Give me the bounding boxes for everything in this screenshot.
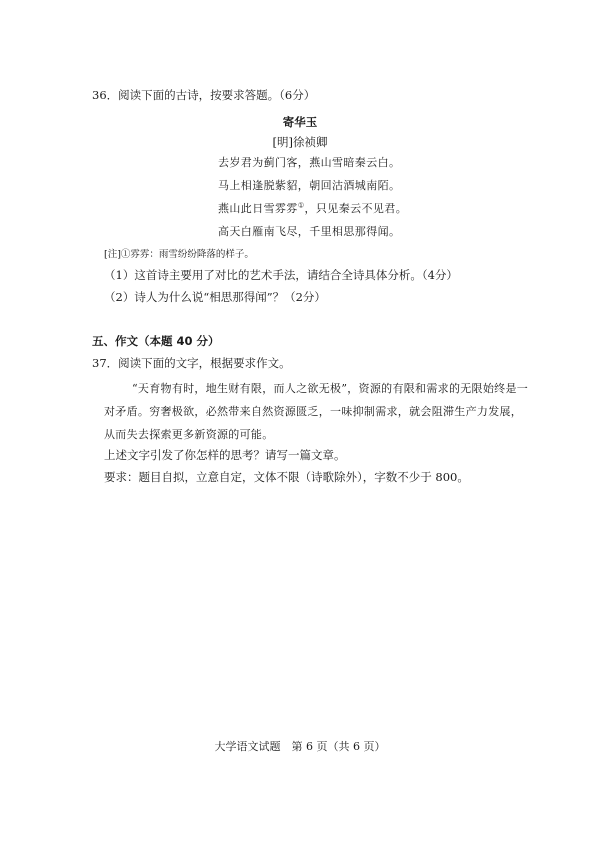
poem-title: 寄华玉 bbox=[282, 115, 318, 129]
poem-line-3-part-b: ，只见秦云不见君。 bbox=[304, 202, 408, 215]
question-37-heading: 37．阅读下面的文字，根据要求作文。 bbox=[92, 356, 291, 370]
quote-line-1: “天育物有时，地生财有限，而人之欲无极”，资源的有限和需求的无限始终是一 bbox=[132, 382, 529, 395]
poem-line-1: 去岁君为蓟门客，燕山雪暗秦云白。 bbox=[218, 156, 401, 169]
writing-requirements: 要求：题目自拟，立意自定，文体不限（诗歌除外），字数不少于 800。 bbox=[104, 470, 469, 484]
quote-line-2: 对矛盾。穷奢极欲，必然带来自然资源匮乏，一味抑制需求，就会阻滞生产力发展， bbox=[104, 405, 523, 418]
poem-footnote: [注]①雰雰：雨雪纷纷降落的样子。 bbox=[104, 249, 254, 260]
poem-line-3 bbox=[218, 201, 407, 217]
page-footer: 大学语文试题 第 6 页（共 6 页） bbox=[214, 740, 386, 753]
question-36-heading: 36．阅读下面的古诗，按要求答题。（6分） bbox=[92, 88, 316, 102]
poem-line-3-part-a: 燕山此日雪雰雰 bbox=[218, 202, 298, 215]
poem-line-2: 马上相逢脱紫貂，朝回沽酒城南陌。 bbox=[218, 179, 401, 192]
sub-question-1: （1）这首诗主要用了对比的艺术手法，请结合全诗具体分析。（4分） bbox=[104, 268, 458, 282]
writing-prompt: 上述文字引发了你怎样的思考？请写一篇文章。 bbox=[104, 448, 346, 462]
footnote-mark: ① bbox=[297, 201, 305, 210]
section-5-heading: 五、作文（本题 40 分） bbox=[92, 334, 220, 348]
sub-question-2: （2）诗人为什么说“相思那得闻”？（2分） bbox=[104, 290, 326, 304]
poem-author: [明]徐祯卿 bbox=[272, 135, 328, 149]
poem-line-4: 高天白雁南飞尽，千里相思那得闻。 bbox=[218, 225, 401, 238]
quote-line-3: 从而失去探索更多新资源的可能。 bbox=[104, 428, 274, 441]
